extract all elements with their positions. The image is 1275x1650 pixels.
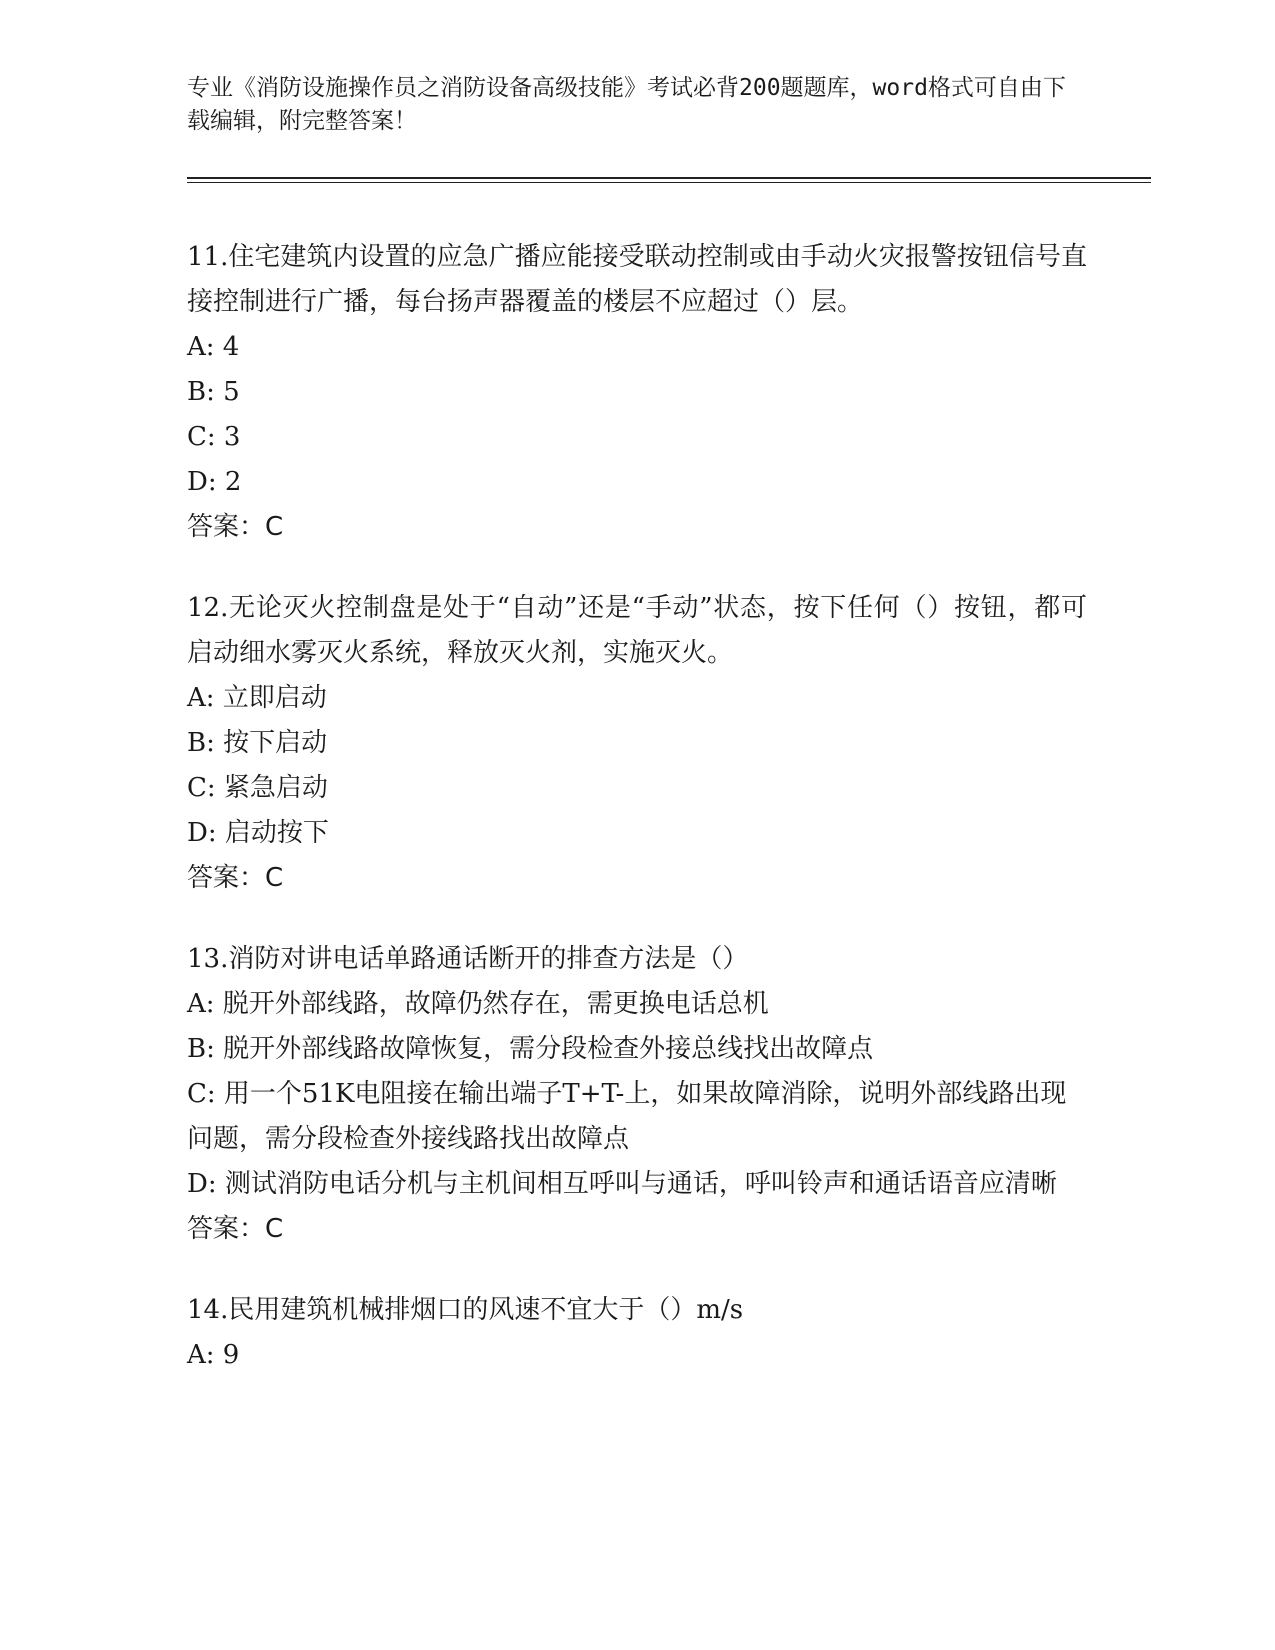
question-stem: 13.消防对讲电话单路通话断开的排查方法是（） (187, 944, 749, 974)
question-list (187, 235, 1087, 1414)
option-a: A: 9 (187, 1340, 240, 1370)
option-b: B: 脱开外部线路故障恢复，需分段检查外接总线找出故障点 (187, 1034, 874, 1064)
option-c: C: 3 (187, 422, 241, 452)
question-12 (187, 586, 1087, 901)
answer-line: 答案：C (187, 863, 284, 893)
option-c: C: 紧急启动 (187, 773, 328, 803)
option-d: D: 启动按下 (187, 818, 329, 848)
question-stem: 11.住宅建筑内设置的应急广播应能接受联动控制或由手动火灾报警按钮信号直接控制进行广播，每台扬声器覆盖的楼层不应超过（）层。 (187, 242, 1087, 317)
header-divider-thick (187, 177, 1151, 179)
question-13 (187, 937, 1087, 1252)
question-14 (187, 1288, 1087, 1378)
option-b: B: 5 (187, 377, 240, 407)
option-d: D: 测试消防电话分机与主机间相互呼叫与通话，呼叫铃声和通话语音应清晰 (187, 1169, 1057, 1199)
question-11 (187, 235, 1087, 550)
option-d: D: 2 (187, 467, 242, 497)
answer-line: 答案：C (187, 512, 284, 542)
question-stem: 14.民用建筑机械排烟口的风速不宜大于（）m/s (187, 1295, 744, 1325)
option-b: B: 按下启动 (187, 728, 328, 758)
document-intro: 专业《消防设施操作员之消防设备高级技能》考试必背200题题库，word格式可自由下载编辑，附完整答案！ (187, 75, 1066, 134)
answer-line: 答案：C (187, 1214, 284, 1244)
option-a: A: 4 (187, 332, 240, 362)
header-divider-thin (187, 182, 1151, 183)
option-a: A: 脱开外部线路，故障仍然存在，需更换电话总机 (187, 989, 769, 1019)
question-stem: 12.无论灭火控制盘是处于“自动”还是“手动”状态，按下任何（）按钮，都可启动细水雾灭火系统，释放灭火剂，实施灭火。 (187, 593, 1087, 668)
option-c: C: 用一个51K电阻接在输出端子T+T-上，如果故障消除，说明外部线路出现问题，需分段检查外接线路找出故障点 (187, 1079, 1067, 1154)
option-a: A: 立即启动 (187, 683, 327, 713)
